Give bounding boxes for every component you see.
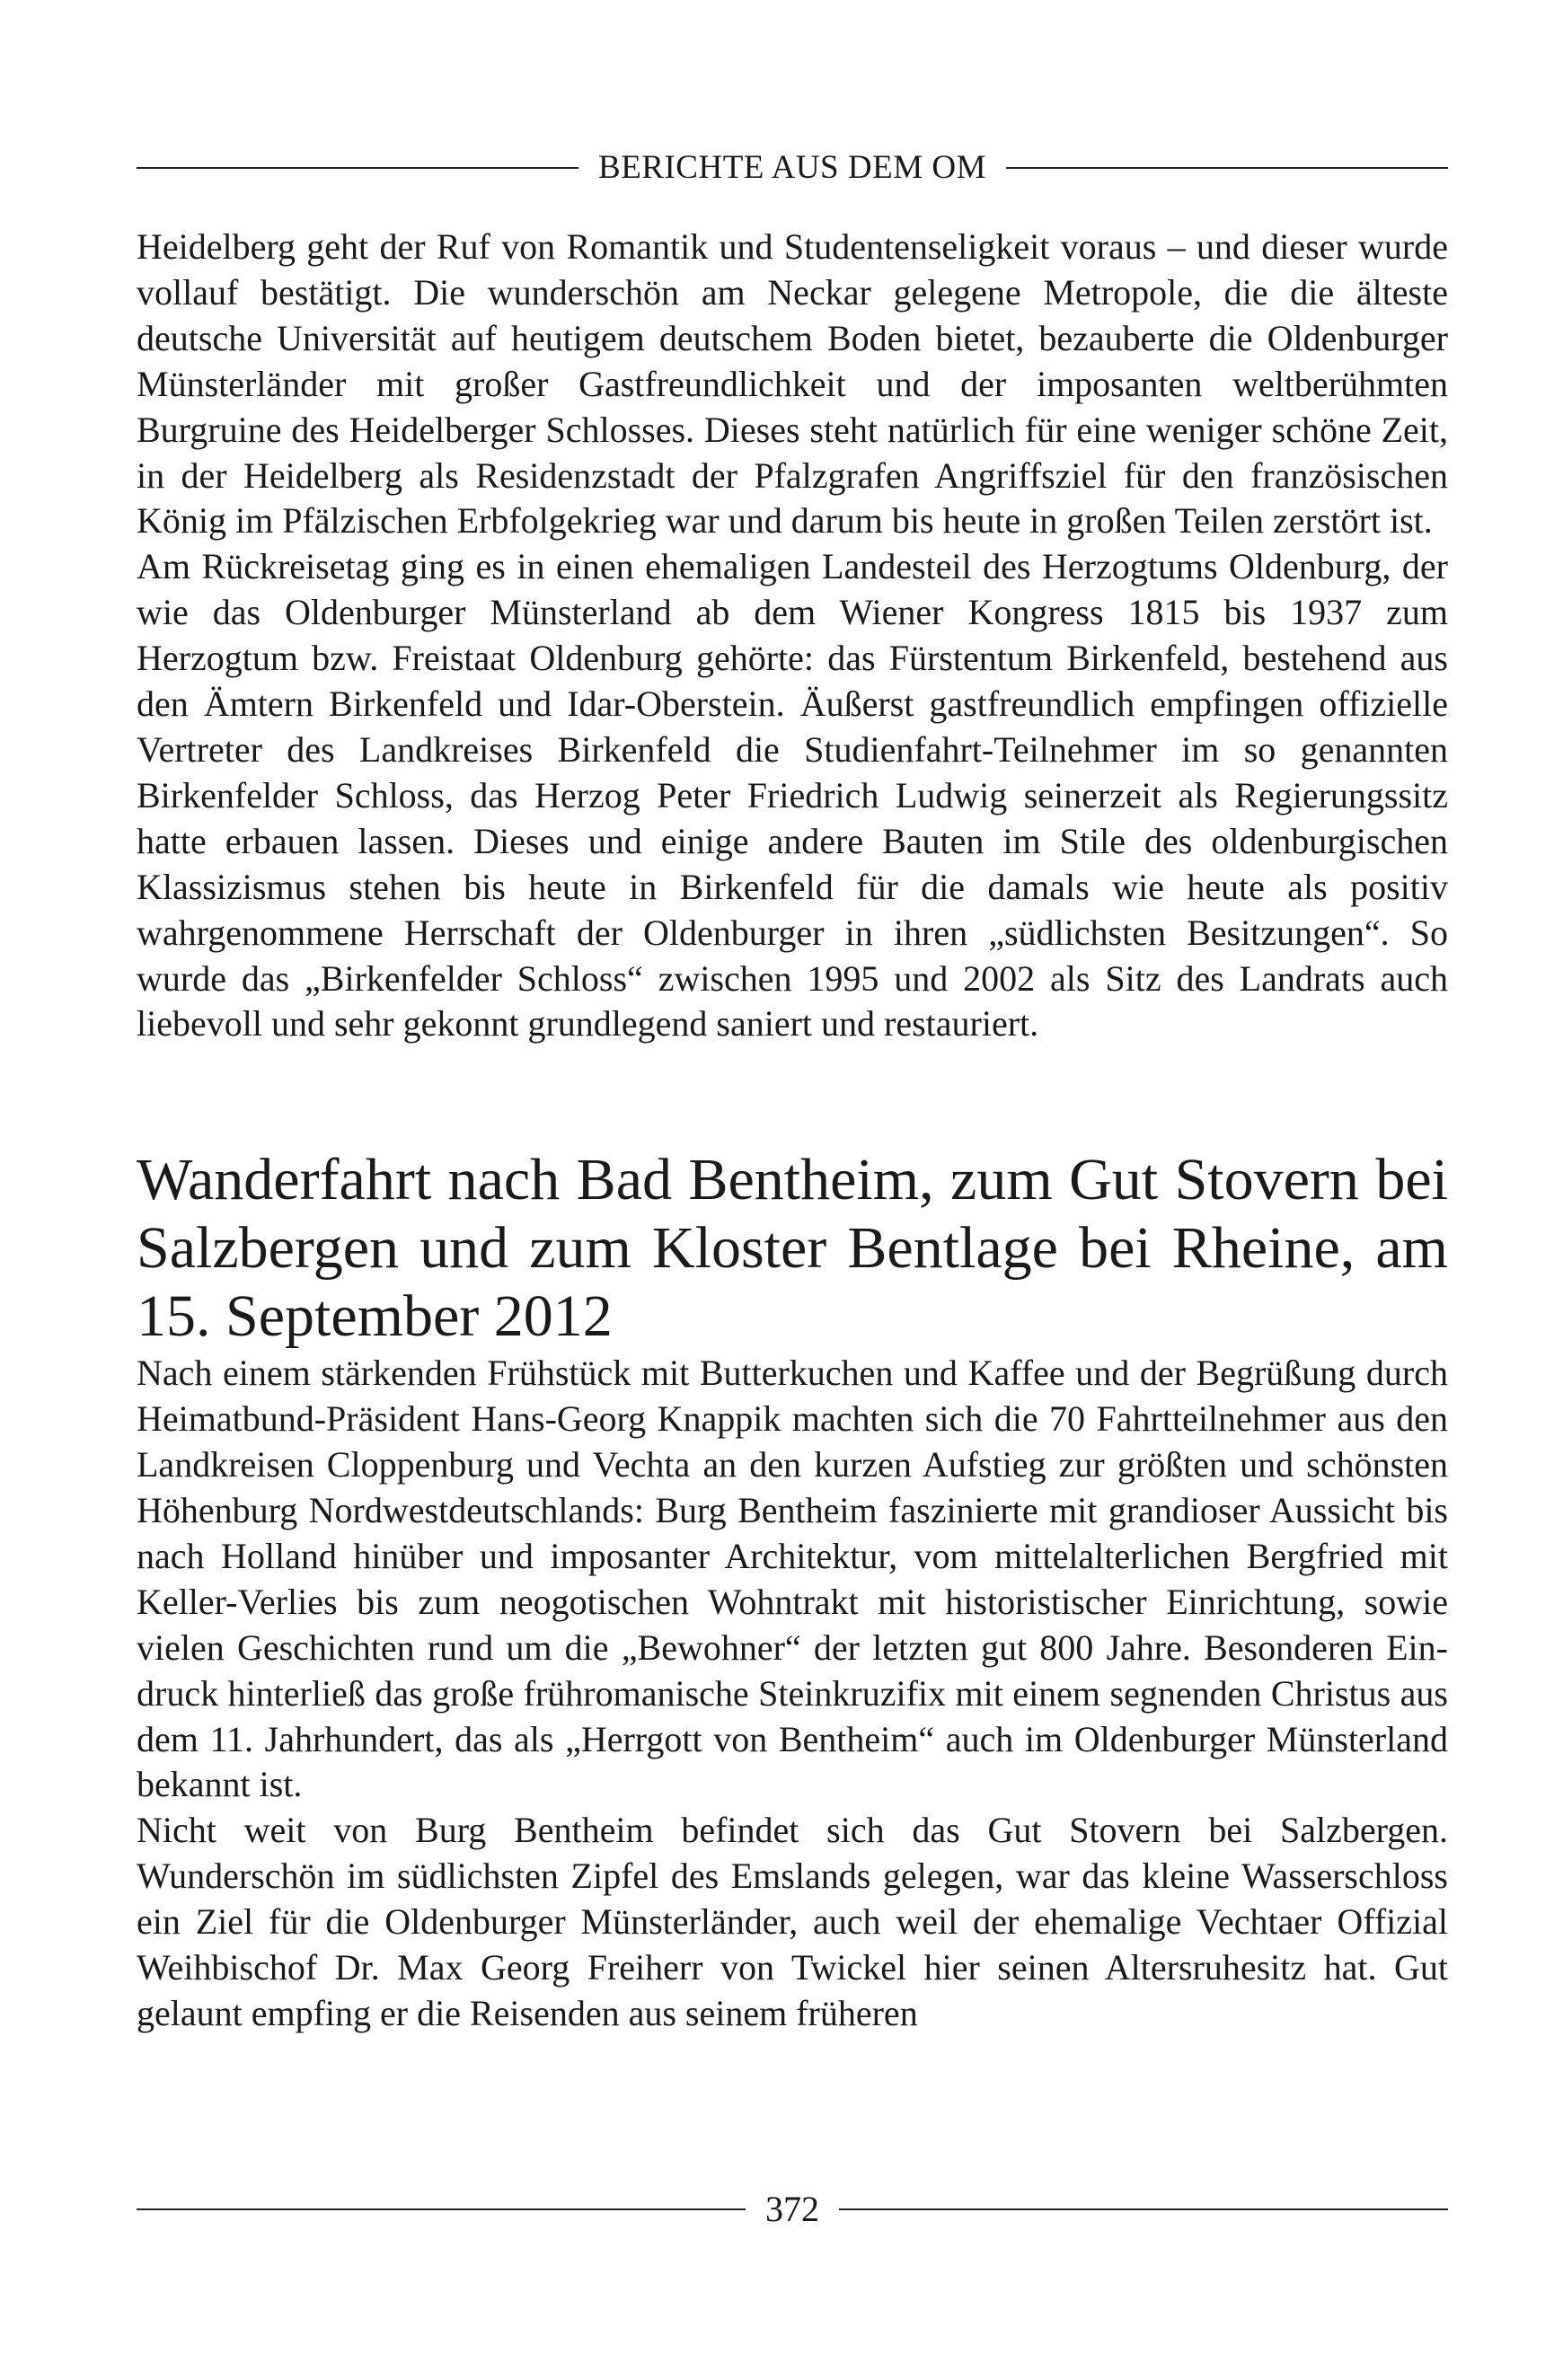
header-rule-left bbox=[137, 167, 578, 169]
body-paragraph: Heidelberg geht der Ruf von Romantik und Studentenseligkeit voraus – und dieser wurde vollauf bestätigt. Die wunderschön am Neckar gelegene Metropole, die die älteste deutsche Universität auf heutigem deutschem Boden bietet, bezauberte die Oldenburger Münsterländer mit großer Gastfreundlichkeit und der imposanten weltberühmten Burgruine des Heidelberger Schlosses. Dieses steht natürlich für eine weniger schöne Zeit, in der Heidelberg als Residenzstadt der Pfalzgrafen Angriffsziel für den französischen König im Pfälzischen Erbfolgekrieg war und darum bis heute in großen Teilen zerstört ist. bbox=[137, 226, 1448, 542]
footer-rule-left bbox=[137, 2208, 746, 2210]
page-footer bbox=[137, 2191, 1448, 2227]
header-rule-right bbox=[1006, 167, 1448, 169]
body-paragraph: Am Rückreisetag ging es in einen ehemaligen Landesteil des Herzogtums Oldenburg, der wie das Oldenburger Münsterland ab dem Wiener Kongress 1815 bis 1937 zum Herzogtum bzw. Freistaat Oldenburg gehörte: das Fürstentum Birkenfeld, bestehend aus den Ämtern Birkenfeld und Idar-Oberstein. Äußerst gastfreundlich empfingen offizielle Vertreter des Landkreises Birkenfeld die Studienfahrt-Teilnehmer im so genannten Birkenfelder Schloss, das Herzog Peter Friedrich Ludwig seinerzeit als Regierungssitz hatte erbauen lassen. Dieses und einige andere Bauten im Stile des oldenburgischen Klassizismus stehen bis heute in Birkenfeld für die damals wie heute als positiv wahrgenommene Herrschaft der Oldenburger in ihren „südlichsten Besitzungen“. So wurde das „Birkenfelder Schloss“ zwischen 1995 und 2002 als Sitz des Landrats auch liebevoll und sehr gekonnt grundlegend saniert und restauriert. bbox=[137, 546, 1448, 1045]
body-paragraph: Nicht weit von Burg Bentheim befindet sich das Gut Stovern bei Salzbergen. Wunderschön im südlichsten Zipfel des Emslands gelegen, war das kleine Wasserschloss ein Ziel für die Oldenburger Münsterländer, auch weil der ehemalige Vechtaer Offizial Weihbischof Dr. Max Georg Freiherr von Twickel hier seinen Altersruhesitz hat. Gut gelaunt empfing er die Reisenden aus seinem früheren bbox=[137, 1810, 1448, 2033]
running-title: BERICHTE AUS DEM OM bbox=[598, 149, 986, 186]
body-paragraph: Nach einem stärkenden Frühstück mit Butterkuchen und Kaffee und der Begrüßung durch Heimatbund-Präsident Hans-Georg Knappik machten sich die 70 Fahrtteilnehmer aus den Landkreisen Cloppenburg und Vechta an den kurzen Aufstieg zur größten und schönsten Höhenburg Nordwestdeutschlands: Burg Bentheim faszinierte mit grandioser Aussicht bis nach Holland hinüber und imposanter Architektur, vom mittelalterlichen Bergfried mit Keller-Verlies bis zum neogotischen Wohntrakt mit historistischer Einrichtung, sowie vielen Geschichten rund um die „Bewohner“ der letzten gut 800 Jahre. Besonderen Eindruck hinterließ das große frühromanische Steinkruzifix mit einem segnenden Christus aus dem 11. Jahrhundert, das als „Herrgott von Bentheim“ auch im Oldenburger Münsterland bekannt ist. bbox=[137, 1353, 1448, 1805]
page-number: 372 bbox=[765, 2189, 819, 2229]
page-body bbox=[137, 225, 1448, 2037]
section-heading: Wanderfahrt nach Bad Bentheim, zum Gut Stovern bei Salzbergen und zum Kloster Bentlage bei Rheine, am 15. September 2012 bbox=[137, 1147, 1448, 1350]
footer-rule-right bbox=[839, 2208, 1448, 2210]
running-head bbox=[137, 151, 1448, 184]
